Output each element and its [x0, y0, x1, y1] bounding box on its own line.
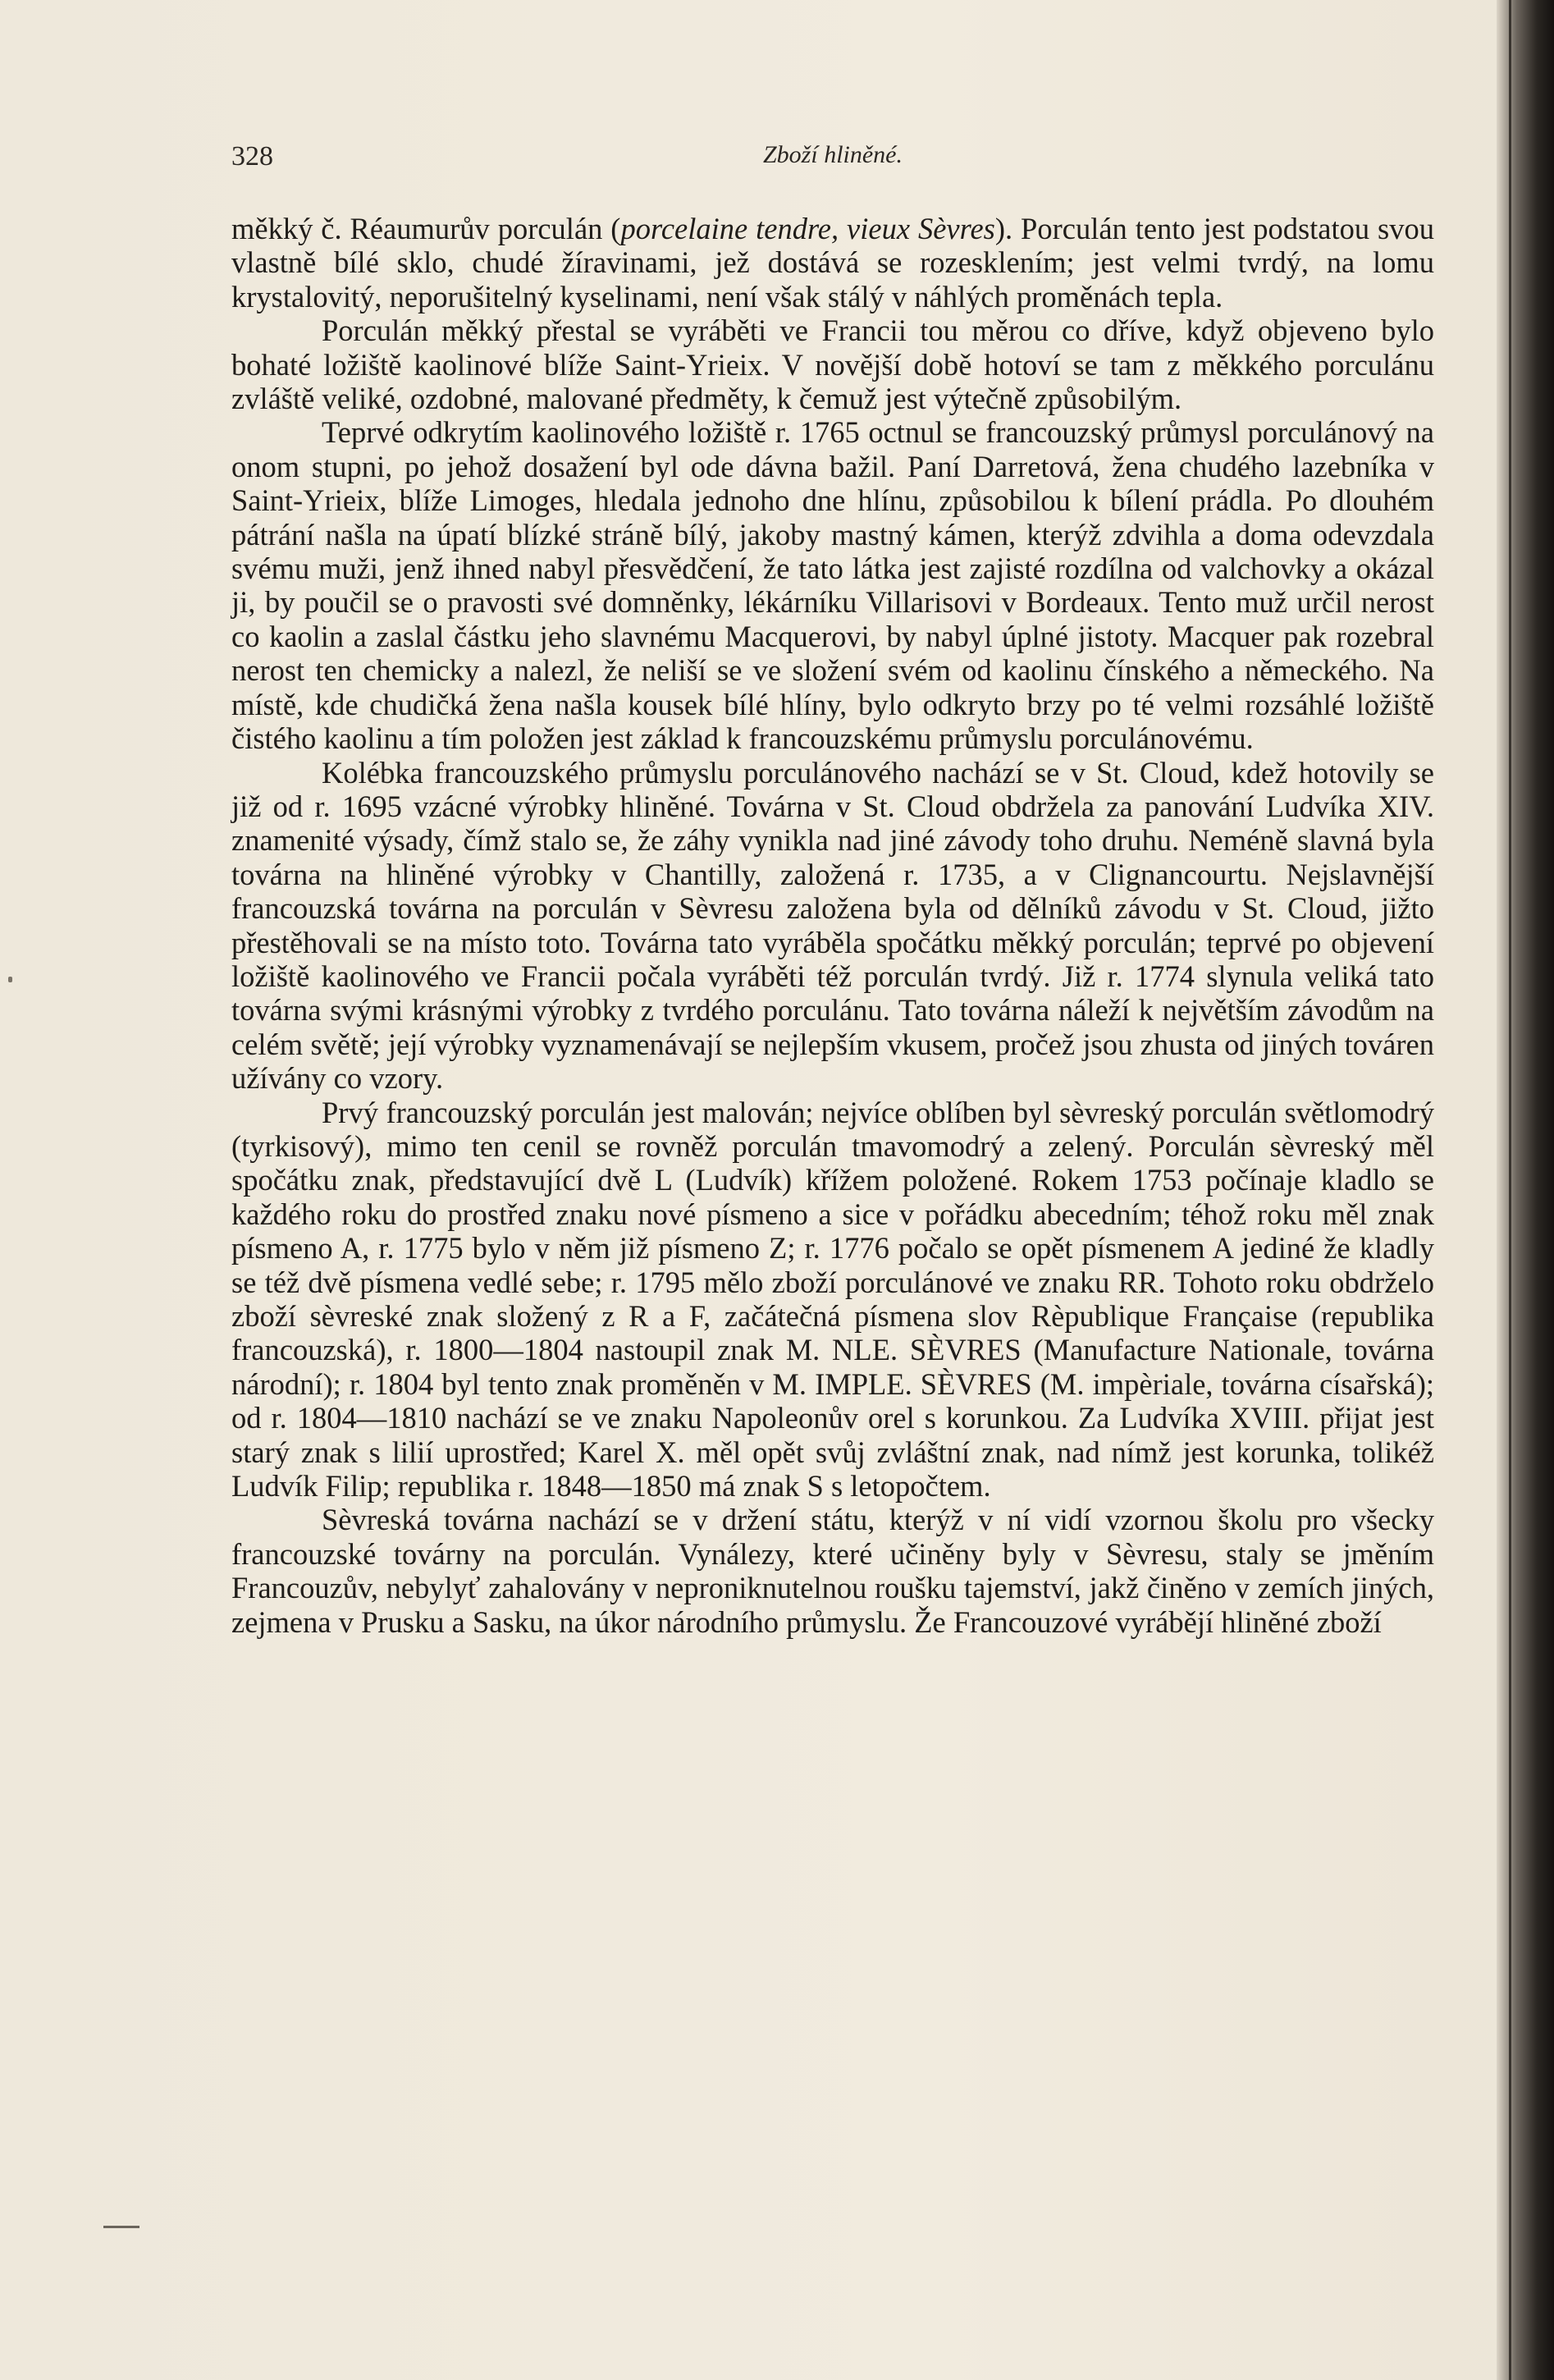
paragraph-text: Prvý francouzský porculán jest malován; nejvíce oblíben byl sèvreský porculán světlomodrý (tyrkisový), mimo ten cenil se rovněž porculán tmavomodrý a zelený. Porculán sèvreský měl spočátku znak, představující dvě L (Ludvík) křížem položené. Rokem 1753 počínaje kladlo se každého roku do prostřed znaku nové písmeno a sice v pořádku abecedním; téhož roku měl znak písmeno A, r. 1775 bylo v něm již písmeno Z; r. 1776 počalo se opět písmenem A jediné že kladly se též dvě písmena vedlé sebe; r. 1795 mělo zboží porculánové ve znaku RR. Tohoto roku obdrželo zboží sèvreské znak složený z R a F, začátečná písmena slov Rèpublique Française (republika francouzská), r. 1800—1804 nastoupil znak M. NLE. SÈVRES (Manufacture Nationale, továrna národní); r. 1804 byl tento znak proměněn v M. IMPLE. SÈVRES (M. impèriale, továrna císařská); od r. 1804—1810 nachází se ve znaku Napoleonův orel s korunkou. Za Ludvíka XVIII. přijat jest starý znak s lilií uprostřed; Karel X. měl opět svůj zvláštní znak, nad nímž jest korunka, tolikéž Ludvík Filip; republika r. 1848—1850 má znak S s letopočtem.	[231, 1095, 1434, 1504]
body-text	[231, 212, 1434, 1639]
italic-text: porcelaine tendre, vieux Sèvres	[620, 212, 995, 245]
paragraph	[231, 314, 1434, 415]
paragraph-text: Porculán měkký přestal se vyráběti ve Francii tou měrou co dříve, když objeveno bylo bohaté ložiště kaolinové blíže Saint-Yrieix. V novější době hotoví se tam z měkkého porculánu zvláště veliké, ozdobné, malované předměty, k čemuž jest výtečně způsobilým.	[231, 314, 1434, 416]
margin-speck	[8, 977, 12, 982]
paragraph-text: Teprvé odkrytím kaolinového ložiště r. 1765 octnul se francouzský průmysl porculánový na onom stupni, po jehož dosažení byl ode dávna bažil. Paní Darretová, žena chudého lazebníka v Saint-Yrieix, blíže Limoges, hledala jednoho dne hlínu, způsobilou k bílení prádla. Po dlouhém pátrání našla na úpatí blízké stráně bílý, jakoby mastný kámen, kterýž zdvihla a doma odevzdala svému muži, jenž ihned nabyl přesvědčení, že tato látka jest zajisté rozdílna od valchovky a okázal ji, by poučil se o pravosti své domněnky, lékárníku Villarisovi v Bordeaux. Tento muž určil nerost co kaolin a zaslal částku jeho slavnému Macquerovi, by nabyl úplné jistoty. Macquer pak rozebral nerost ten chemicky a nalezl, že neliší se ve složení svém od kaolinu čínského a německého. Na místě, kde chudičká žena našla kousek bílé hlíny, bylo odkryto brzy po té velmi rozsáhlé ložiště čistého kaolinu a tím položen jest základ k francouzskému průmyslu porculánovému.	[231, 415, 1434, 756]
page-header	[231, 141, 1434, 181]
running-title: Zboží hliněné.	[763, 141, 903, 168]
paragraph	[231, 415, 1434, 755]
book-spine-shadow	[1497, 0, 1554, 2380]
paragraph-text: ). Porculán tento jest podstatou svou vlastně bílé sklo, chudé žíravinami, jež dostává se rozesklením; jest velmi tvrdý, na lomu krystalovitý, neporušitelný kyselinami, není však stálý v náhlých proměnách tepla.	[231, 212, 1435, 314]
paragraph-text: Sèvreská továrna nachází se v držení státu, kterýž v ní vidí vzornou školu pro všecky francouzské továrny na porculán. Vynálezy, které učiněny byly v Sèvresu, staly se jměním Francouzův, nebylyť zahalovány v neproniknutelnou roušku tajemství, jakž činěno v zemích jiných, zejmena v Prusku a Sasku, na úkor národního průmyslu. Že Francouzové vyrábějí hliněné zboží	[231, 1503, 1434, 1639]
page-number: 328	[231, 141, 273, 172]
book-gutter-line	[1509, 0, 1511, 2380]
paragraph-text: měkký č. Réaumurův porculán (	[231, 212, 621, 245]
paragraph	[231, 1096, 1434, 1504]
paragraph-text: Kolébka francouzského průmyslu porculánového nachází se v St. Cloud, kdež hotovily se již od r. 1695 vzácné výrobky hliněné. Továrna v St. Cloud obdržela za panování Ludvíka XIV. znamenité výsady, čímž stalo se, že záhy vynikla nad jiné závody toho druhu. Neméně slavná byla továrna na hliněné výrobky v Chantilly, založená r. 1735, a v Clignancourtu. Nejslavnější francouzská továrna na porculán v Sèvresu založena byla od dělníků závodu v St. Cloud, jižto přestěhovali se na místo toto. Továrna tato vyráběla spočátku měkký porculán; teprvé po objevení ložiště kaolinového ve Francii počala vyráběti též porculán tvrdý. Již r. 1774 slynula veliká tato továrna svými krásnými výrobky z tvrdého porculánu. Tato továrna náleží k největším závodům na celém světě; její výrobky vyznamenávají se nejlepším vkusem, pročež jsou zhusta od jiných továren užívány co vzory.	[231, 755, 1434, 1096]
paragraph	[231, 756, 1434, 1096]
paragraph	[231, 1503, 1434, 1639]
margin-dash-mark	[103, 2226, 139, 2228]
paragraph	[231, 212, 1434, 314]
